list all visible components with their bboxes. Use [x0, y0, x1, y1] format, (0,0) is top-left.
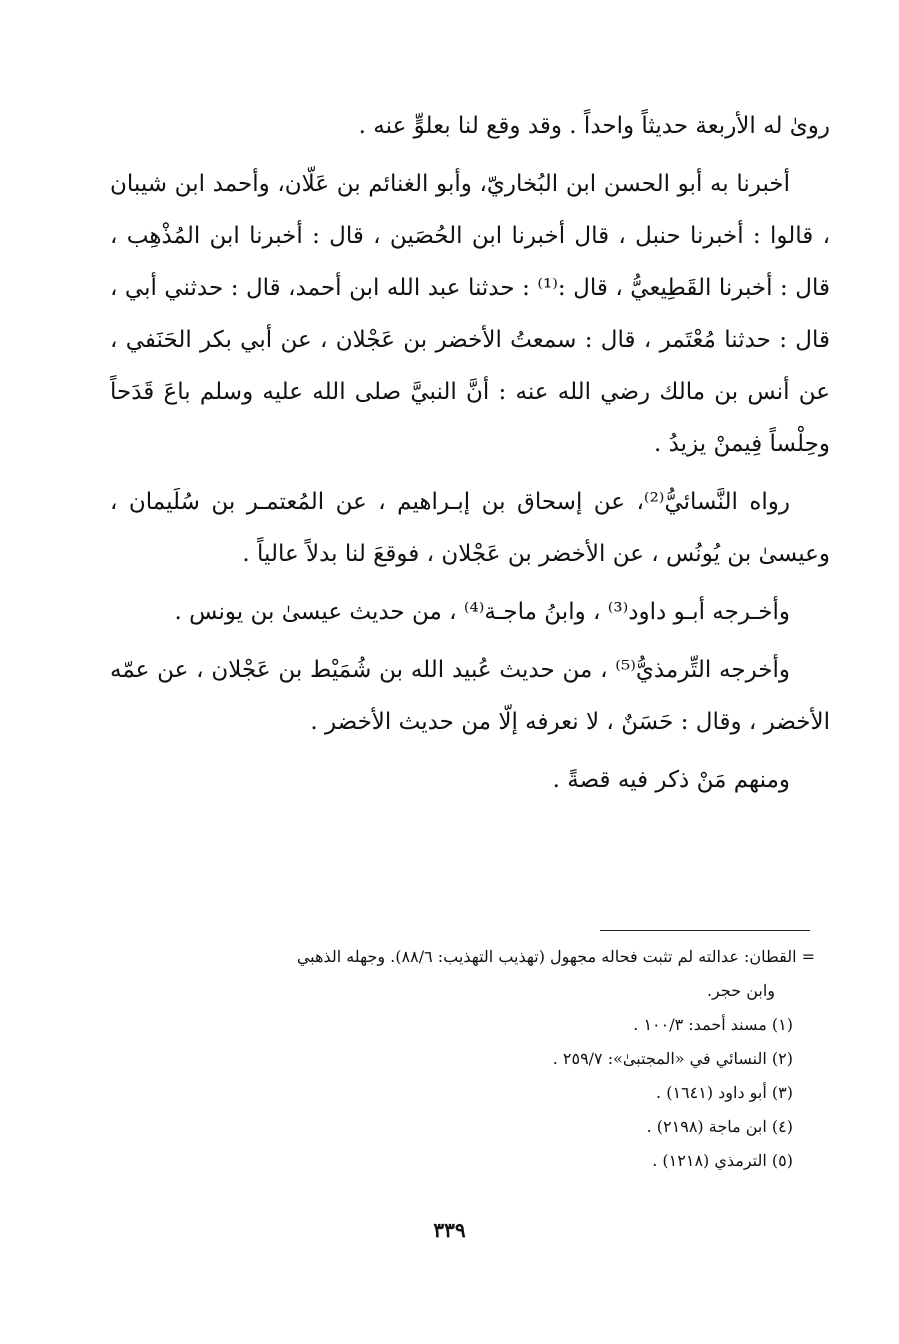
paragraph-4: وأخـرجه أبـو داود⁽³⁾ ، وابنُ ماجـة⁽⁴⁾ ، من حديث عيسىٰ بن يونس . [174, 599, 790, 625]
paragraph-6: ومنهم مَنْ ذكر فيه قصةً . [552, 767, 790, 793]
footnote-5: (٥) الترمذي (١٢١٨) . [652, 1151, 793, 1170]
main-text [110, 100, 830, 812]
footnotes [110, 940, 815, 1178]
paragraph-3: رواه النَّسائيُّ⁽²⁾، عن إسحاق بن إبـراهيم ، عن المُعتمـر بن سُلَيمان ، وعيسىٰ بن يُونُس ، عن الأخضر بن عَجْلان ، فوقعَ لنا بدلاً عالياً . [110, 489, 830, 567]
footnote-carry-line-2: وابن حجر. [706, 981, 775, 1000]
footnote-4: (٤) ابن ماجة (٢١٩٨) . [646, 1117, 793, 1136]
footnote-carry-line-1: = القطان: عدالته لم تثبت فحاله مجهول (تهذيب التهذيب: ٨٨/٦). وجهله الذهبي [296, 947, 815, 966]
footnote-3: (٣) أبو داود (١٦٤١) . [656, 1083, 793, 1102]
footnote-separator [600, 930, 810, 931]
paragraph-5: وأخرجه التِّرمذيُّ⁽⁵⁾ ، من حديث عُبيد الله بن شُمَيْط بن عَجْلان ، عن عمّه الأخضر ، وقال : حَسَنٌ ، لا نعرفه إلّا من حديث الأخضر . [110, 657, 830, 735]
footnote-2: (٢) النسائي في «المجتبىٰ»: ٢٥٩/٧ . [552, 1049, 793, 1068]
paragraph-1: رویٰ له الأربعة حديثاً واحداً . وقد وقع لنا بعلوٍّ عنه . [358, 113, 830, 139]
footnote-1: (١) مسند أحمد: ١٠٠/٣ . [633, 1015, 793, 1034]
paragraph-2: أخبرنا به أبو الحسن ابن البُخاريّ، وأبو الغنائم بن عَلّان، وأحمد ابن شيبان ، قالوا : أخبرنا حنبل ، قال أخبرنا ابن الحُصَين ، قال : أخبرنا ابن المُذْهِب ، قال : أخبرنا القَطِيعيُّ ، قال :⁽¹⁾ : حدثنا عبد الله ابن أحمد، قال : حدثني أبي ، قال : حدثنا مُعْتَمر ، قال : سمعتُ الأخضر بن عَجْلان ، عن أبي بكر الحَنَفي ، عن أنس بن مالك رضي الله عنه : أنَّ النبيَّ صلى الله عليه وسلم باعَ قَدَحاً وحِلْساً فِيمنْ يزيدُ . [110, 171, 830, 457]
page-number: ٣٣٩ [433, 1218, 466, 1242]
